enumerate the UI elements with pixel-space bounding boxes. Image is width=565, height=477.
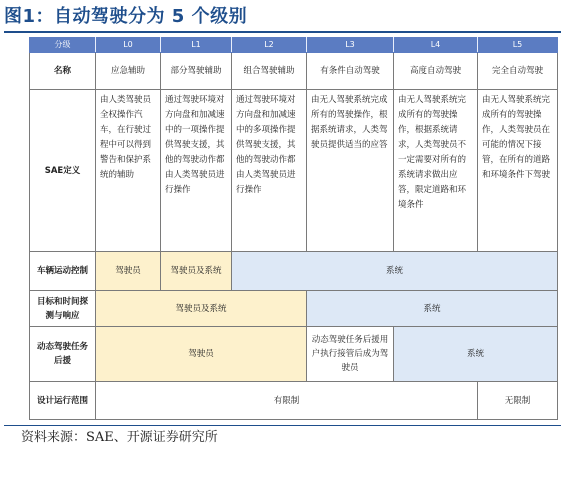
name-row [30,53,558,90]
vehicle-control-row [30,252,558,291]
header-level-l0: L0 [96,38,161,53]
monitor-driver-system-cell: 驾驶员及系统 [96,291,307,327]
source-divider [4,425,561,426]
header-level-l1: L1 [161,38,232,53]
header-category: 分级 [30,38,96,53]
name-l3: 有条件自动驾驶 [307,53,394,90]
header-level-l4: L4 [394,38,478,53]
name-l5: 完全自动驾驶 [478,53,558,90]
monitor-row-label: 目标和时间探测与响应 [30,291,96,327]
range-limited-cell: 有限制 [96,382,478,420]
sae-row-label: SAE定义 [30,90,96,252]
fallback-row-label: 动态驾驶任务后援 [30,327,96,382]
fallback-system-cell: 系统 [394,327,558,382]
header-level-l2: L2 [232,38,307,53]
sae-definition-row [30,90,558,252]
name-l1: 部分驾驶辅助 [161,53,232,90]
monitoring-row [30,291,558,327]
header-level-l5: L5 [478,38,558,53]
title-divider [4,31,561,33]
control-driver-cell: 驾驶员 [96,252,161,291]
name-l0: 应急辅助 [96,53,161,90]
sae-l1: 通过驾驶环境对方向盘和加减速中的一项操作提供驾驶支援，其他的驾驶动作都由人类驾驶员进行操作 [161,90,232,252]
header-row [30,38,558,53]
name-row-label: 名称 [30,53,96,90]
name-l4: 高度自动驾驶 [394,53,478,90]
control-row-label: 车辆运动控制 [30,252,96,291]
range-unlimited-cell: 无限制 [478,382,558,420]
sae-l5: 由无人驾驶系统完成所有的驾驶操作，人类驾驶员在可能的情况下接管，在所有的道路和环境条件下驾驶 [478,90,558,252]
sae-l2: 通过驾驶环境对方向盘和加减速中的多项操作提供驾驶支援，其他的驾驶动作都由人类驾驶员进行操作 [232,90,307,252]
sae-l0: 由人类驾驶员全权操作汽车，在行驶过程中可以得到警告和保护系统的辅助 [96,90,161,252]
control-system-cell: 系统 [232,252,558,291]
design-range-row [30,382,558,420]
monitor-system-cell: 系统 [307,291,558,327]
fallback-l3-cell: 动态驾驶任务后援用户执行接管后成为驾驶员 [307,327,394,382]
source-note: 资料来源：SAE、开源证券研究所 [21,430,218,445]
range-row-label: 设计运行范围 [30,382,96,420]
name-l2: 组合驾驶辅助 [232,53,307,90]
sae-l3: 由无人驾驶系统完成所有的驾驶操作，根据系统请求，人类驾驶员提供适当的应答 [307,90,394,252]
autonomy-levels-table [29,37,558,420]
header-level-l3: L3 [307,38,394,53]
fallback-driver-cell: 驾驶员 [96,327,307,382]
sae-l4: 由无人驾驶系统完成所有的驾驶操作，根据系统请求，人类驾驶员不一定需要对所有的系统请求做出应答，限定道路和环境条件 [394,90,478,252]
figure-title: 图1：自动驾驶分为 5 个级别 [4,6,248,27]
fallback-row [30,327,558,382]
control-driver-system-cell: 驾驶员及系统 [161,252,232,291]
